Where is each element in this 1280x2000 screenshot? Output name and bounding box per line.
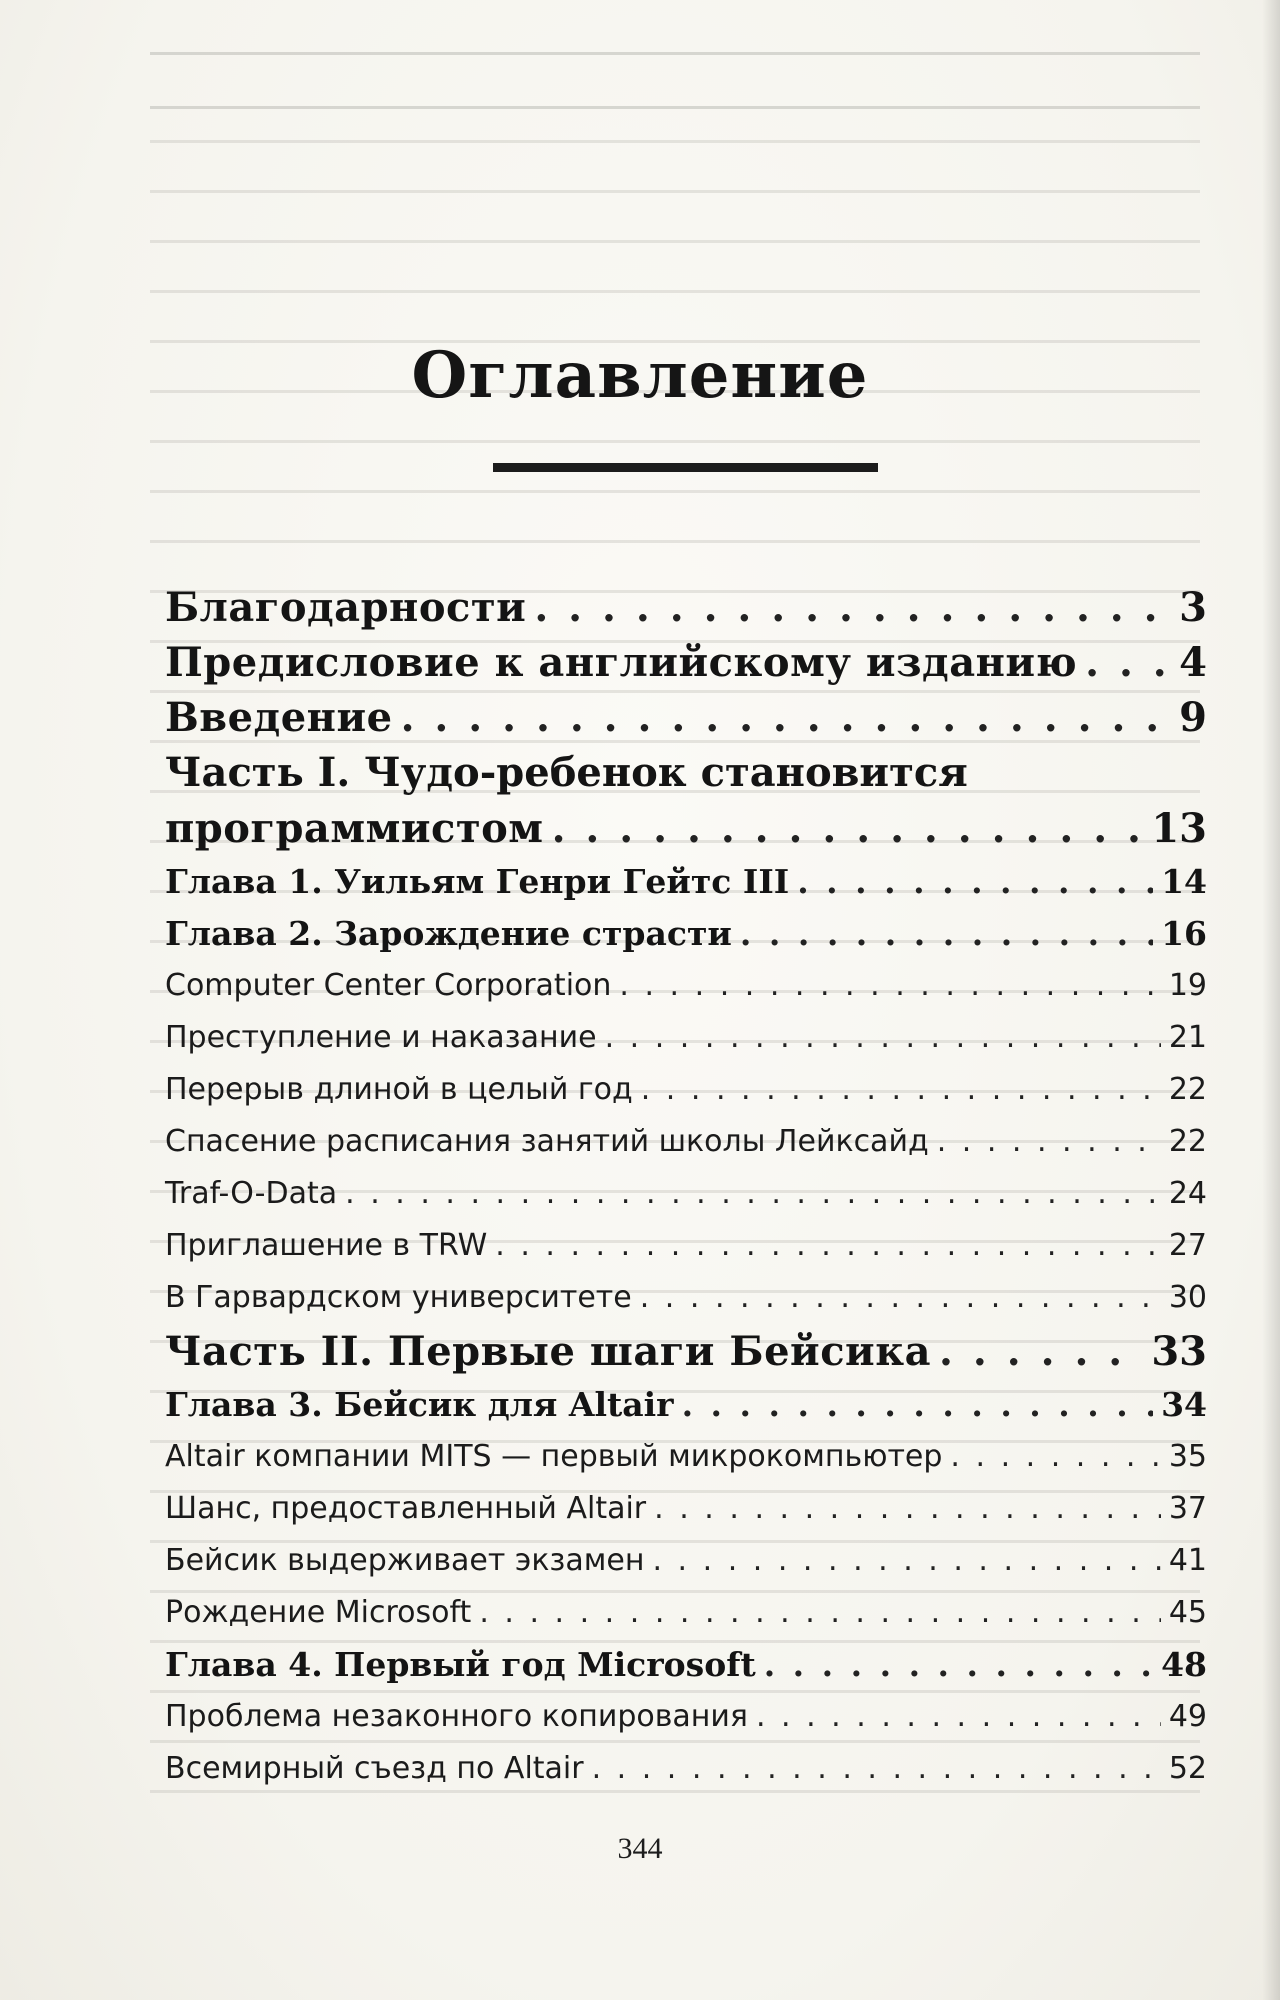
toc-entry-part-2[interactable] bbox=[165, 1324, 1207, 1379]
toc-entry-section[interactable] bbox=[165, 1587, 1207, 1639]
toc-leader-dots bbox=[756, 1691, 1161, 1743]
toc-entry-section[interactable] bbox=[165, 1691, 1207, 1743]
toc-leader-dots bbox=[1085, 635, 1171, 690]
toc-leader-dots bbox=[495, 1220, 1161, 1272]
toc-entry-page: 3 bbox=[1179, 584, 1207, 631]
toc-entry-section[interactable] bbox=[165, 1431, 1207, 1483]
toc-entry-introduction[interactable] bbox=[165, 690, 1207, 745]
toc-leader-dots bbox=[740, 908, 1153, 960]
toc-entry-section[interactable] bbox=[165, 1535, 1207, 1587]
toc-entry-chapter-1[interactable] bbox=[165, 856, 1207, 908]
toc-entry-title: Глава 4. Первый год Microsoft bbox=[165, 1645, 756, 1684]
toc-entry-page: 19 bbox=[1168, 968, 1207, 1003]
toc-leader-dots bbox=[641, 1064, 1161, 1116]
toc-entry-title: Глава 2. Зарождение страсти bbox=[165, 914, 732, 953]
toc-entry-page: 9 bbox=[1179, 694, 1207, 741]
toc-entry-section[interactable] bbox=[165, 1483, 1207, 1535]
toc-entry-page: 34 bbox=[1161, 1385, 1207, 1424]
toc-leader-dots bbox=[401, 690, 1172, 745]
toc-entry-title: Всемирный съезд по Altair bbox=[165, 1751, 584, 1786]
toc-leader-dots bbox=[764, 1639, 1153, 1691]
toc-entry-part-1[interactable] bbox=[165, 745, 1207, 856]
toc-entry-chapter-3[interactable] bbox=[165, 1379, 1207, 1431]
toc-entry-title: Рождение Microsoft bbox=[165, 1595, 472, 1630]
toc-entry-page: 35 bbox=[1168, 1439, 1207, 1474]
toc-entry-page: 27 bbox=[1168, 1228, 1207, 1263]
toc-entry-section[interactable] bbox=[165, 1064, 1207, 1116]
toc-entry-title: Computer Center Corporation bbox=[165, 968, 612, 1003]
toc-entry-title: Шанс, предоставленный Altair bbox=[165, 1491, 647, 1526]
toc-entry-title: Altair компании MITS — первый микрокомпьютер bbox=[165, 1439, 943, 1474]
toc-entry-page: 22 bbox=[1168, 1072, 1207, 1107]
toc-entry-title: Благодарности bbox=[165, 584, 527, 631]
toc-leader-dots bbox=[605, 1012, 1161, 1064]
bleed-through-rule bbox=[150, 52, 1200, 55]
toc-entry-foreword[interactable] bbox=[165, 635, 1207, 690]
toc-entry-section[interactable] bbox=[165, 1012, 1207, 1064]
toc-entry-page: 48 bbox=[1161, 1645, 1207, 1684]
toc-entry-section[interactable] bbox=[165, 1743, 1207, 1795]
toc-entry-title: Введение bbox=[165, 694, 393, 741]
toc-leader-dots bbox=[552, 801, 1144, 856]
toc-entry-page: 37 bbox=[1168, 1491, 1207, 1526]
toc-entry-title: Глава 3. Бейсик для Altair bbox=[165, 1385, 674, 1424]
toc-leader-dots bbox=[950, 1431, 1160, 1483]
toc-entry-title-line2-row bbox=[165, 801, 1207, 856]
toc-entry-page: 16 bbox=[1161, 914, 1207, 953]
toc-leader-dots bbox=[939, 1324, 1143, 1379]
page-edge-shadow bbox=[1262, 0, 1280, 2000]
toc-entry-chapter-2[interactable] bbox=[165, 908, 1207, 960]
toc-entry-title: Бейсик выдерживает экзамен bbox=[165, 1543, 645, 1578]
toc-leader-dots bbox=[345, 1168, 1161, 1220]
toc-entry-section[interactable] bbox=[165, 1272, 1207, 1324]
toc-leader-dots bbox=[479, 1587, 1161, 1639]
page-number: 344 bbox=[617, 1832, 663, 1865]
toc-entry-acknowledgements[interactable] bbox=[165, 580, 1207, 635]
toc-entry-title-line1: Часть I. Чудо-ребенок становится bbox=[165, 749, 968, 796]
toc-entry-title: Проблема незаконного копирования bbox=[165, 1699, 748, 1734]
toc-entry-page: 52 bbox=[1168, 1751, 1207, 1786]
toc-entry-page: 33 bbox=[1151, 1328, 1207, 1375]
toc-entry-page: 41 bbox=[1168, 1543, 1207, 1578]
bleed-through-rule bbox=[150, 106, 1200, 109]
toc-entry-title: Глава 1. Уильям Генри Гейтс III bbox=[165, 862, 790, 901]
toc-leader-dots bbox=[652, 1535, 1160, 1587]
toc-entry-title: Часть II. Первые шаги Бейсика bbox=[165, 1328, 932, 1375]
toc-leader-dots bbox=[619, 960, 1160, 1012]
title-underline bbox=[493, 463, 878, 472]
toc-entry-page: 21 bbox=[1168, 1020, 1207, 1055]
toc-entry-title: программистом bbox=[165, 805, 544, 852]
toc-leader-dots bbox=[592, 1743, 1161, 1795]
table-of-contents bbox=[165, 580, 1207, 1795]
toc-entry-page: 24 bbox=[1168, 1176, 1207, 1211]
toc-entry-page: 13 bbox=[1151, 805, 1207, 852]
toc-entry-title: Преступление и наказание bbox=[165, 1020, 597, 1055]
toc-leader-dots bbox=[640, 1272, 1161, 1324]
toc-entry-title: Спасение расписания занятий школы Лейксайд bbox=[165, 1124, 929, 1159]
toc-entry-title: В Гарвардском университете bbox=[165, 1280, 632, 1315]
toc-entry-page: 22 bbox=[1168, 1124, 1207, 1159]
toc-entry-page: 30 bbox=[1168, 1280, 1207, 1315]
toc-entry-page: 49 bbox=[1168, 1699, 1207, 1734]
toc-entry-page: 45 bbox=[1168, 1595, 1207, 1630]
toc-entry-section[interactable] bbox=[165, 1116, 1207, 1168]
toc-entry-title: Перерыв длиной в целый год bbox=[165, 1072, 633, 1107]
toc-entry-section[interactable] bbox=[165, 960, 1207, 1012]
toc-leader-dots bbox=[654, 1483, 1161, 1535]
toc-leader-dots bbox=[682, 1379, 1154, 1431]
toc-leader-dots bbox=[937, 1116, 1161, 1168]
toc-entry-title: Traf-O-Data bbox=[165, 1176, 338, 1211]
toc-entry-title: Предисловие к английскому изданию bbox=[165, 639, 1078, 686]
toc-leader-dots bbox=[534, 580, 1171, 635]
toc-entry-chapter-4[interactable] bbox=[165, 1639, 1207, 1691]
toc-entry-page: 14 bbox=[1161, 862, 1207, 901]
page-title: Оглавление bbox=[411, 338, 869, 413]
toc-entry-page: 4 bbox=[1179, 639, 1207, 686]
toc-entry-title: Приглашение в TRW bbox=[165, 1228, 488, 1263]
toc-entry-section[interactable] bbox=[165, 1220, 1207, 1272]
toc-entry-section[interactable] bbox=[165, 1168, 1207, 1220]
toc-leader-dots bbox=[797, 856, 1153, 908]
